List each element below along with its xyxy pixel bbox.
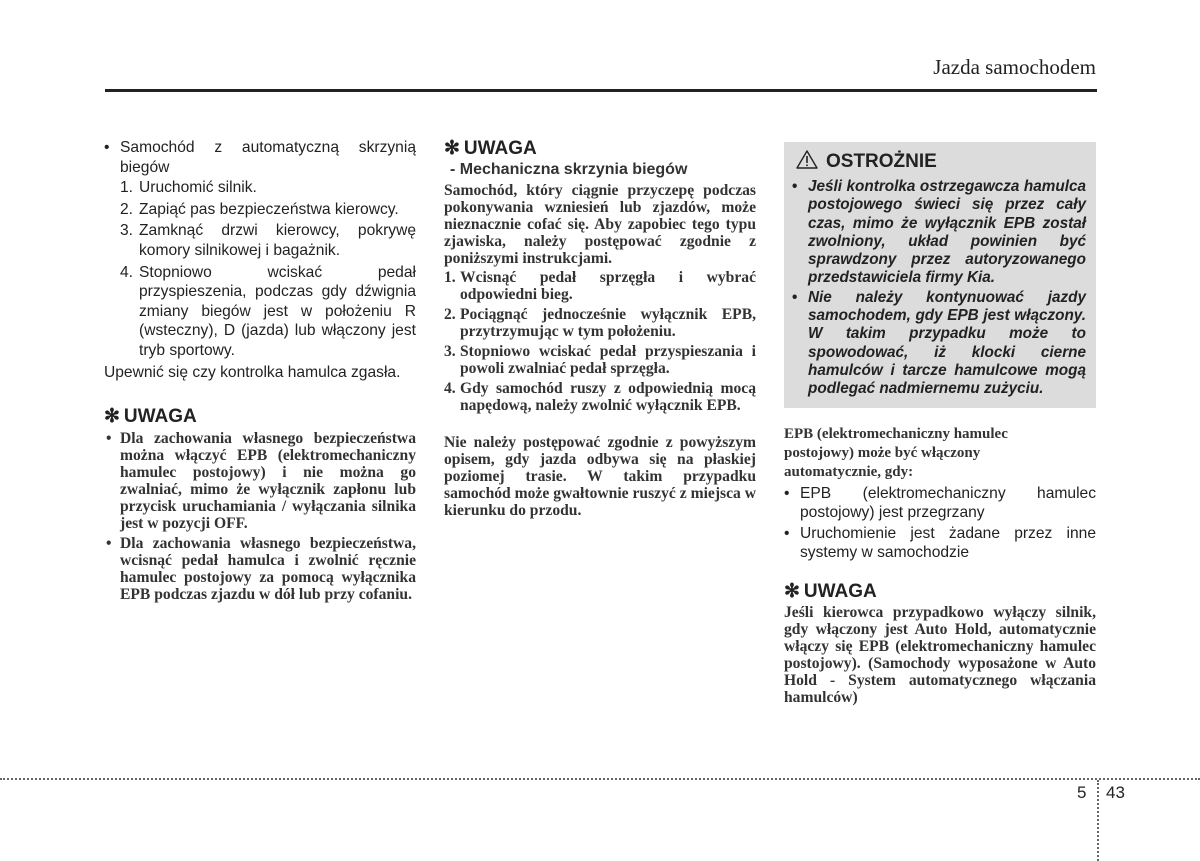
- step-number: 4.: [120, 263, 134, 281]
- step-3: [444, 343, 756, 377]
- note-paragraph: Nie należy postępować zgodnie z powyższym opisem, gdy jazda odbywa się na płaskiej poziomej trasie. W takim przypadku samochód może gwałtownie ruszyć z miejsca w kierunku do przodu.: [444, 434, 756, 519]
- step-text: Zamknąć drzwi kierowcy, pokrywę komory silnikowej i bagażnik.: [139, 222, 416, 259]
- note-heading: [784, 581, 1096, 603]
- step-text: Zapiąć pas bezpieczeństwa kierowcy.: [139, 200, 399, 218]
- step-2: [444, 306, 756, 340]
- step-number: 1.: [120, 179, 134, 197]
- epb-intro: EPB (elektromechaniczny hamulec postojowy) może być włączony automatycznie, gdy:: [784, 425, 1008, 480]
- step-number: 3.: [120, 222, 134, 240]
- step-number: 1.: [444, 269, 456, 286]
- note-title: UWAGA: [803, 580, 877, 602]
- epb-item: • EPB (elektromechaniczny hamulec postojowy) jest przegrzany: [784, 484, 1096, 523]
- caution-item: • Jeśli kontrolka ostrzegawcza hamulca postojowego świeci się przez cały czas, mimo że wyłącznik EPB został zwolniony, układ powinien być sprawdzony przez autoryzowanego przedstawiciela firmy Kia.: [792, 178, 1086, 288]
- column-left: [104, 138, 416, 603]
- epb-item: • Uruchomienie jest żadane przez inne systemy w samochodzie: [784, 524, 1096, 563]
- caution-item: • Nie należy kontynuować jazdy samochodem, gdy EPB jest włączony. W takim przypadku może to spowodować, iż klocki cierne hamulców i tarcze hamulcowe mogą podlegać nadmiernemu zużyciu.: [792, 289, 1086, 399]
- step-text: Stopniowo wciskać pedał przyspieszenia, podczas gdy dźwignia zmiany biegów jest w położeniu R (wsteczny), D (jazda) lub włączony jest tryb sportowy.: [139, 263, 416, 359]
- step-number: 3.: [444, 343, 456, 360]
- note-heading: [104, 406, 416, 428]
- note-item: • Dla zachowania własnego bezpieczeństwa można włączyć EPB (elektromechaniczny hamulec postojowy) i nie można go zwalniać, mimo że wyłącznik zapłonu lub przycisk uruchamiania / wyłączania silnika jest w pozycji OFF.: [104, 430, 416, 532]
- caution-header: [792, 150, 1086, 174]
- step-text: Stopniowo wciskać pedał przyspieszania i powoli zwalniać pedał sprzęgła.: [460, 343, 756, 377]
- step-3: [104, 221, 416, 260]
- footer-vertical-divider: [1097, 780, 1099, 861]
- star-icon: ✻: [444, 138, 460, 159]
- note-paragraph: Samochód, który ciągnie przyczepę podczas pokonywania wzniesień lub zjazdów, może nieznacznie cofać się. Aby zapobiec tego typu zjawiska, należy postępować zgodnie z poniższymi instrukcjami.: [444, 182, 756, 267]
- note-heading: [444, 138, 756, 160]
- step-4: [104, 263, 416, 361]
- step-number: 2.: [120, 200, 134, 218]
- star-icon: ✻: [784, 580, 800, 602]
- footer-divider: [0, 778, 1200, 780]
- warning-triangle-icon: [792, 150, 826, 174]
- step-text: Pociągnąć jednocześnie wyłącznik EPB, przytrzymując w tym położeniu.: [460, 306, 756, 340]
- caution-box: [784, 142, 1096, 408]
- column-middle: [444, 138, 756, 519]
- step-text: Uruchomić silnik.: [139, 179, 257, 197]
- header-rule: [105, 89, 1097, 92]
- note-title: UWAGA: [123, 406, 197, 428]
- step-number: 4.: [444, 380, 456, 397]
- column-right: [784, 138, 1096, 706]
- check-text: Upewnić się czy kontrolka hamulca zgasła.: [104, 363, 401, 381]
- note-title: UWAGA: [463, 138, 537, 159]
- step-4: [444, 380, 756, 414]
- step-text: Gdy samochód ruszy z odpowiednią mocą napędową, należy zwolnić wyłącznik EPB.: [460, 380, 756, 414]
- star-icon: ✻: [104, 406, 120, 428]
- note-paragraph: Jeśli kierowca przypadkowo wyłączy silnik, gdy włączony jest Auto Hold, automatycznie włączy się EPB (elektromechaniczny hamulec postojowy). (Samochody wyposażone w Auto Hold - System automatycznego włączania hamulców): [784, 603, 1096, 706]
- note-item: • Dla zachowania własnego bezpieczeństwa, wcisnąć pedał hamulca i zwolnić ręcznie hamulec postojowy za pomocą wyłącznika EPB podczas zjazdu w dół lub przy cofaniu.: [104, 535, 416, 603]
- caution-title: OSTROŻNIE: [826, 151, 937, 172]
- step-1: [444, 269, 756, 303]
- step-2: [104, 200, 416, 220]
- step-number: 2.: [444, 306, 456, 323]
- step-1: [104, 178, 416, 198]
- section-number: 5: [1077, 783, 1087, 802]
- note-subtitle: - Mechaniczna skrzynia biegów: [450, 161, 688, 178]
- page-header-title: Jazda samochodem: [933, 55, 1096, 79]
- list-item-automatic: • Samochód z automatyczną skrzynią biegów: [104, 138, 416, 177]
- step-text: Wcisnąć pedał sprzęgła i wybrać odpowiedni bieg.: [460, 269, 756, 303]
- page-number: 43: [1106, 783, 1125, 802]
